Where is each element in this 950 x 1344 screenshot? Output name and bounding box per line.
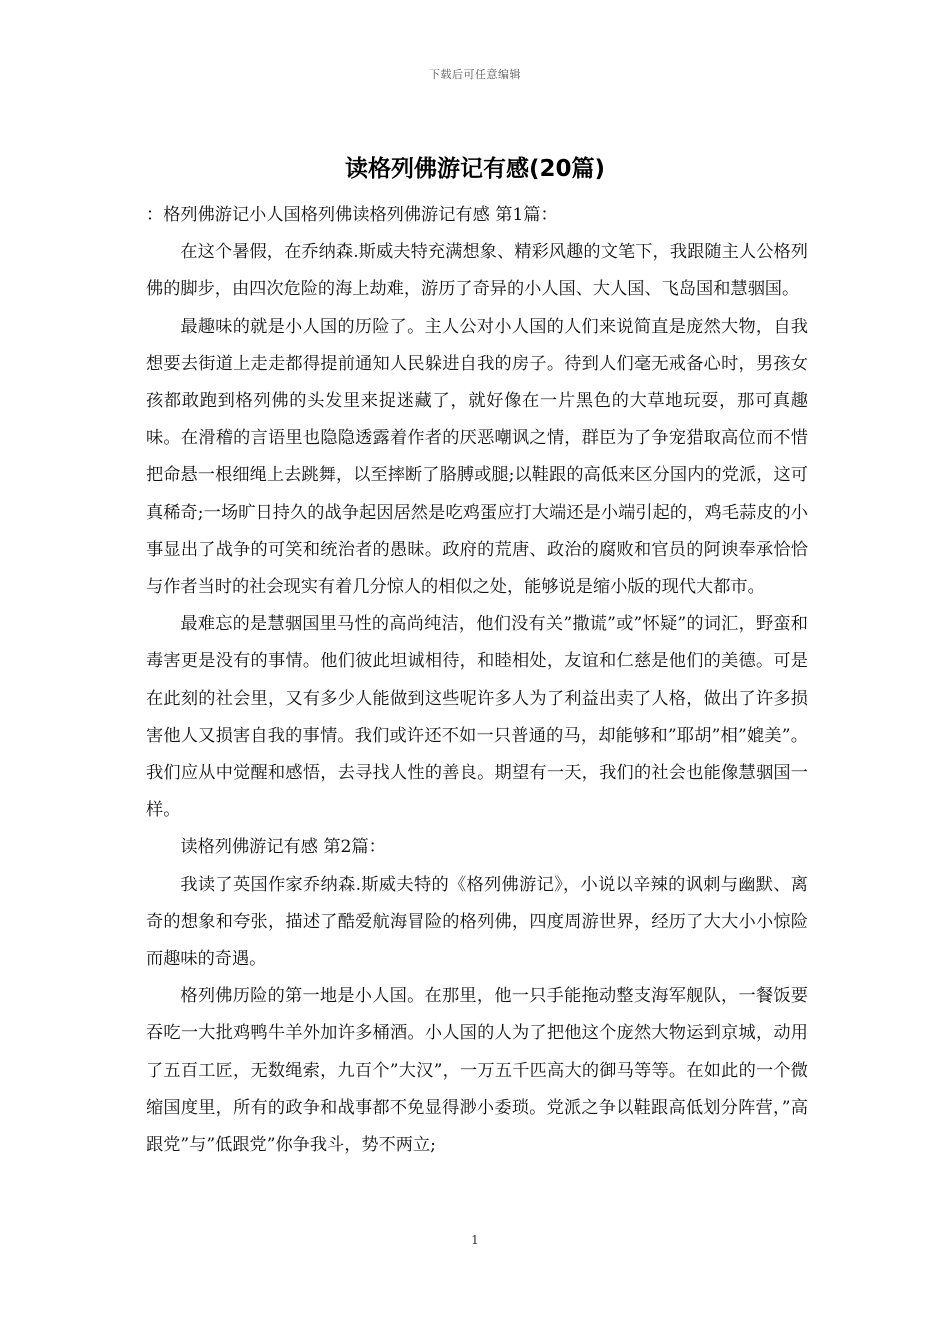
paragraph: 最趣味的就是小人国的历险了。主人公对小人国的人们来说简直是庞然大物，自我想要去街道上走走都得提前通知人民躲进自我的房子。待到人们毫无戒备心时，男孩女孩都敢跑到格列佛的头发里来捉迷藏了，就好像在一片黑色的大草地玩耍，那可真趣味。在滑稽的言语里也隐隐透露着作者的厌恶嘲讽之情，群臣为了争宠猎取高位而不惜把命悬一根细绳上去跳舞，以至摔断了胳膊或腿;以鞋跟的高低来区分国内的党派，这可真稀奇;一场旷日持久的战争起因居然是吃鸡蛋应打大端还是小端引起的，鸡毛蒜皮的小事显出了战争的可笑和统治者的愚昧。政府的荒唐、政治的腐败和官员的阿谀奉承恰恰与作者当时的社会现实有着几分惊人的相似之处，能够说是缩小版的现代大都市。 bbox=[146, 316, 808, 598]
section-heading-2: 读格列佛游记有感 第2篇： bbox=[180, 837, 386, 858]
document-body bbox=[146, 197, 808, 1164]
paragraph: 最难忘的是慧骃国里马性的高尚纯洁，他们没有关”撒谎”或”怀疑”的词汇，野蛮和毒害更是没有的事情。他们彼此坦诚相待，和睦相处，友谊和仁慈是他们的美德。可是在此刻的社会里，又有多少人能做到这些呢许多人为了利益出卖了人格，做出了许多损害他人又损害自我的事情。我们或许还不如一只普通的马，却能够和”耶胡”相”媲美”。我们应从中觉醒和感悟，去寻找人性的善良。期望有一天，我们的社会也能像慧骃国一样。 bbox=[146, 614, 808, 821]
paragraph: 我读了英国作家乔纳森.斯威夫特的《格列佛游记》，小说以辛辣的讽刺与幽默、离奇的想象和夸张，描述了酷爱航海冒险的格列佛，四度周游世界，经历了大大小小惊险而趣味的奇遇。 bbox=[146, 874, 808, 970]
page-number: 1 bbox=[471, 1233, 479, 1247]
paragraph: 格列佛历险的第一地是小人国。在那里，他一只手能拖动整支海军舰队，一餐饭要吞吃一大批鸡鸭牛羊外加许多桶酒。小人国的人为了把他这个庞然大物运到京城，动用了五百工匠，无数绳索，九百个”大汉”，一万五千匹高大的御马等等。在如此的一个微缩国度里，所有的政争和战事都不免显得渺小委琐。党派之争以鞋跟高低划分阵营，”高跟党”与”低跟党”你争我斗，势不两立; bbox=[146, 986, 808, 1156]
header-note: 下载后可任意编辑 bbox=[429, 68, 521, 81]
document-title: 读格列佛游记有感(20篇) bbox=[344, 156, 606, 182]
paragraph: 在这个暑假，在乔纳森.斯威夫特充满想象、精彩风趣的文笔下，我跟随主人公格列佛的脚步，由四次危险的海上劫难，游历了奇异的小人国、大人国、飞岛国和慧骃国。 bbox=[146, 242, 808, 300]
section-heading-1: ：格列佛游记小人国格列佛读格列佛游记有感 第1篇： bbox=[146, 205, 558, 225]
